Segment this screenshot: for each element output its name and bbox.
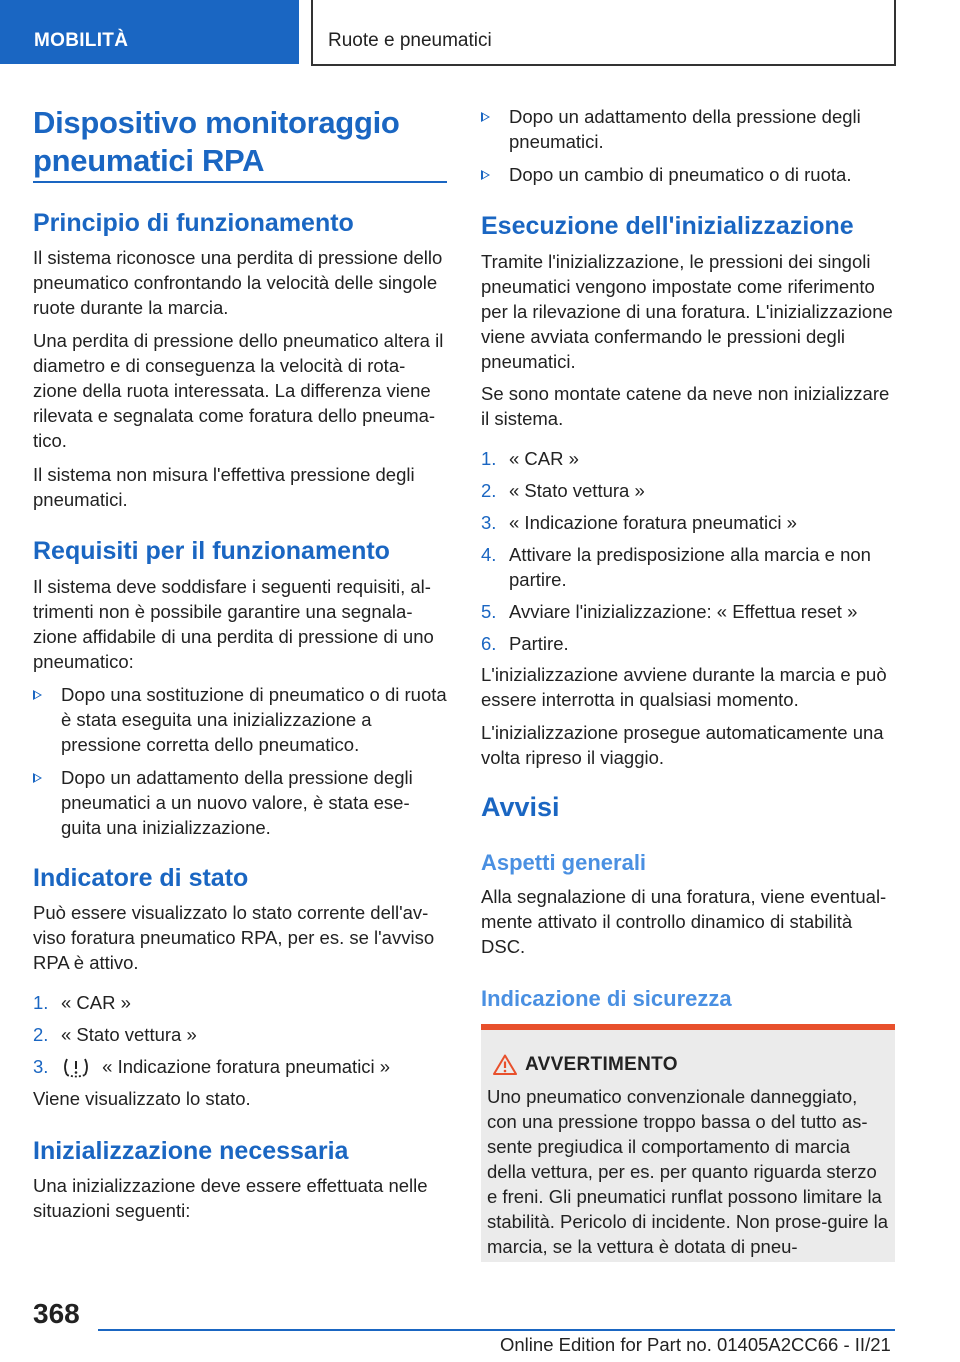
status-paragraph: Può essere visualizzato lo stato corrente dell'av-viso foratura pneumatico RPA, per es. se l'avviso RPA è attivo. — [33, 902, 435, 973]
principle-paragraph-2: Una perdita di pressione dello pneumatico altera il diametro e di conseguenza la velocità di rota-zione della ruota interessata. La differenza viene rilevata e segnalata come foratura dello pneuma-tico. — [33, 330, 444, 451]
list-item: 3. « Indicazione foratura pneumatici » — [481, 512, 797, 533]
heading-requirements: Requisiti per il funzionamento — [33, 537, 390, 565]
triangle-bullet-icon — [33, 773, 42, 783]
general-paragraph: Alla segnalazione di una foratura, viene eventual-mente attivato il controllo dinamico di stabilità DSC. — [481, 886, 887, 957]
heading-general: Aspetti generali — [481, 850, 647, 875]
init-situations-list — [481, 104, 897, 187]
triangle-bullet-icon — [481, 170, 490, 180]
warning-box — [481, 1030, 895, 1262]
heading-safety: Indicazione di sicurezza — [481, 986, 732, 1011]
execution-steps — [481, 446, 897, 656]
execution-paragraph-3: L'inizializzazione avviene durante la marcia e può essere interrotta in qualsiasi momento. — [481, 664, 887, 710]
list-item: 6. Partire. — [481, 633, 569, 654]
list-item: 5. Avviare l'inizializzazione: « Effettua reset » — [481, 601, 858, 622]
heading-notes: Avvisi — [481, 792, 560, 822]
tire-pressure-icon — [61, 1056, 91, 1078]
chapter-tab — [311, 0, 896, 66]
heading-execution: Esecuzione dell'inizializzazione — [481, 212, 854, 240]
list-item: 3. « Indicazione foratura pneumatici » — [33, 1056, 391, 1077]
status-steps — [33, 990, 449, 1079]
warning-triangle-icon — [493, 1054, 517, 1075]
principle-paragraph-3: Il sistema non misura l'effettiva pressione degli pneumatici. — [33, 464, 415, 510]
heading-status: Indicatore di stato — [33, 864, 249, 892]
page-number: 368 — [33, 1298, 80, 1329]
list-item: 2. « Stato vettura » — [33, 1024, 197, 1045]
status-result: Viene visualizzato lo stato. — [33, 1088, 251, 1109]
section-tab — [0, 0, 299, 64]
execution-paragraph-1: Tramite l'inizializzazione, le pressioni dei singoli pneumatici vengono impostate come riferimento per la rilevazione di una foratura. L'inizializzazione viene avviata confermando le pressioni degli pneumatici. — [481, 251, 893, 372]
init-paragraph: Una inizializzazione deve essere effettuata nelle situazioni seguenti: — [33, 1175, 428, 1221]
title-underline — [33, 181, 447, 183]
requirements-paragraph: Il sistema deve soddisfare i seguenti requisiti, al-trimenti non è possibile garantire una segnala-zione affidabile di una perdita di pressione di uno pneumatico: — [33, 576, 434, 672]
list-item: Dopo una sostituzione di pneumatico o di ruota è stata eseguita una inizializzazione a pressione corretta dello pneumatico. — [33, 682, 449, 757]
page-title-line1: Dispositivo monitoraggio — [33, 105, 400, 140]
list-item: 4. Attivare la predisposizione alla marcia e non partire. — [481, 544, 871, 590]
triangle-bullet-icon — [33, 690, 42, 700]
heading-principle: Principio di funzionamento — [33, 209, 354, 237]
execution-paragraph-4: L'inizializzazione prosegue automaticamente una volta ripreso il viaggio. — [481, 722, 884, 768]
footer-rule — [98, 1329, 895, 1331]
warning-title: AVVERTIMENTO — [525, 1054, 678, 1075]
list-item: Dopo un adattamento della pressione degli pneumatici. — [481, 104, 897, 154]
list-item: Dopo un cambio di pneumatico o di ruota. — [481, 162, 897, 187]
principle-paragraph-1: Il sistema riconosce una perdita di pressione dello pneumatico confrontando la velocità delle singole ruote durante la marcia. — [33, 247, 443, 318]
list-item: 1. « CAR » — [481, 448, 579, 469]
triangle-bullet-icon — [481, 112, 490, 122]
list-item: 2. « Stato vettura » — [481, 480, 645, 501]
list-item: 1. « CAR » — [33, 992, 131, 1013]
footer-edition: Online Edition for Part no. 01405A2CC66 - II/21 — [500, 1334, 891, 1355]
list-item: Dopo un adattamento della pressione degli pneumatici a un nuovo valore, è stata ese-guita una inizializzazione. — [33, 765, 449, 840]
warning-text: Uno pneumatico convenzionale danneggiato, con una pressione troppo bassa o del tutto as-sente pregiudica il comportamento di marcia della vettura, per es. per quanto riguarda sterzo e freni. Gli pneumatici runflat possono limitare la stabilità. Pericolo di incidente. Non prose-guire la marcia, se la vettura è dotata di pneu- — [487, 1086, 889, 1257]
heading-init-required: Inizializzazione necessaria — [33, 1137, 349, 1165]
execution-paragraph-2: Se sono montate catene da neve non inizializzare il sistema. — [481, 383, 890, 429]
page-title-line2: pneumatici RPA — [33, 143, 265, 178]
requirements-list — [33, 682, 449, 840]
section-label: MOBILITÀ — [34, 30, 129, 51]
chapter-label: Ruote e pneumatici — [328, 30, 492, 51]
